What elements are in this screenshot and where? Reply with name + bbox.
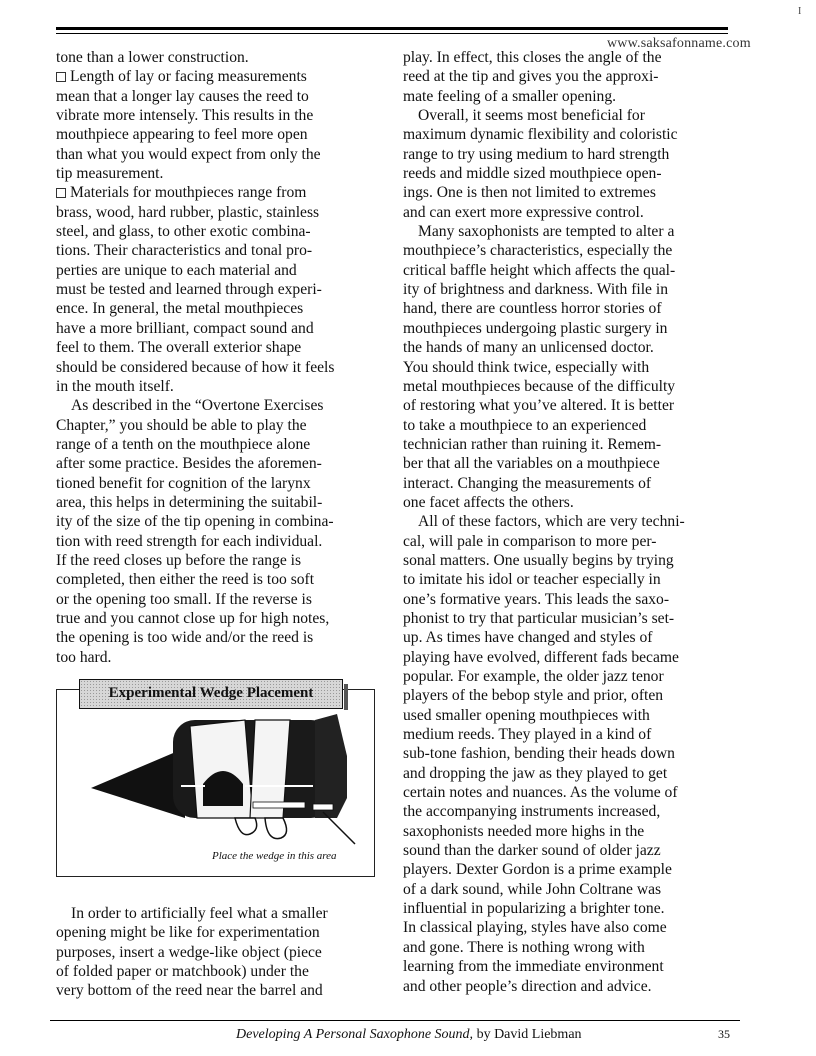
checkbox-bullet-icon: [56, 72, 66, 82]
text-line-content: and can exert more expressive control.: [403, 203, 644, 221]
text-line-content: As described in the “Overtone Exercises: [71, 397, 324, 415]
text-line-content: interact. Changing the measurements of: [403, 474, 652, 492]
text-line-content: should be considered because of how it feels: [56, 358, 335, 376]
text-line: [403, 106, 733, 125]
text-line-content: completed, then either the reed is too soft: [56, 571, 315, 589]
text-line: [56, 125, 382, 144]
text-line: [56, 532, 382, 551]
text-line: [403, 164, 733, 183]
text-line: [56, 319, 382, 338]
text-line: [56, 203, 382, 222]
text-line-content: too hard.: [56, 648, 112, 666]
text-line: [403, 261, 733, 280]
text-line-content: perties are unique to each material and: [56, 261, 297, 279]
text-line: [56, 338, 382, 357]
text-line: [56, 628, 382, 647]
text-line: [56, 454, 382, 473]
text-line-content: cal, will pale in comparison to more per-: [403, 532, 657, 550]
mouthpiece-end-shape: [315, 714, 347, 818]
text-line: [403, 299, 733, 318]
text-line: [403, 435, 733, 454]
text-line-content: purposes, insert a wedge-like object (piece: [56, 943, 322, 961]
figure-box: [56, 685, 375, 877]
text-line: [403, 764, 733, 783]
text-line: [403, 358, 733, 377]
mouthpiece-tip-shape: [91, 748, 185, 818]
text-line: [56, 512, 382, 531]
text-line-content: feel to them. The overall exterior shape: [56, 339, 302, 357]
text-line-content: have a more brilliant, compact sound and: [56, 319, 314, 337]
text-line: [403, 609, 733, 628]
text-line-content: certain notes and nuances. As the volume of: [403, 784, 678, 802]
text-line: [403, 319, 733, 338]
wedge-pointer-line: [323, 812, 355, 844]
text-line: [403, 686, 733, 705]
text-line: [403, 841, 733, 860]
text-line-content: tioned benefit for cognition of the larynx: [56, 474, 311, 492]
text-line: [56, 67, 382, 86]
text-line-content: Overall, it seems most beneficial for: [418, 107, 645, 125]
text-line: [403, 822, 733, 841]
text-line-content: In order to artificially feel what a smaller: [71, 905, 328, 922]
text-line-content: and other people’s direction and advice.: [403, 977, 652, 995]
text-line: [56, 962, 382, 981]
text-line-content: range of a tenth on the mouthpiece alone: [56, 435, 311, 453]
text-line: [56, 416, 382, 435]
text-line: [56, 358, 382, 377]
text-line-content: of a dark sound, while John Coltrane was: [403, 880, 662, 898]
text-line: [56, 183, 382, 202]
text-line: [56, 48, 382, 67]
text-line: [403, 145, 733, 164]
screw-knob-shape: [235, 818, 257, 835]
text-line: [56, 299, 382, 318]
ligature-band-shape: [253, 802, 305, 808]
text-line: [56, 396, 382, 415]
text-line: [56, 241, 382, 260]
text-line-content: steel, and glass, to other exotic combina-: [56, 223, 311, 241]
text-line-content: technician rather than ruining it. Remem-: [403, 435, 662, 453]
text-line-content: reeds and middle sized mouthpiece open-: [403, 165, 662, 183]
text-line: [56, 145, 382, 164]
text-line-content: up. As times have changed and styles of: [403, 629, 653, 647]
mouthpiece-illustration: [85, 706, 365, 851]
figure-title: Experimental Wedge Placement: [79, 679, 343, 709]
text-line-content: sonal matters. One usually begins by trying: [403, 551, 674, 569]
text-line: [56, 923, 382, 942]
text-line: [403, 416, 733, 435]
text-line-content: metal mouthpieces because of the difficulty: [403, 377, 676, 395]
text-line-content: learning from the immediate environment: [403, 958, 664, 976]
text-line-content: players of the bebop style and prior, often: [403, 687, 664, 705]
text-line-content: and dropping the jaw as they played to get: [403, 764, 668, 782]
text-line: [403, 241, 733, 260]
text-line: [403, 938, 733, 957]
left-bottom-paragraph: [56, 904, 382, 1001]
text-line: [403, 744, 733, 763]
text-line: [403, 125, 733, 144]
text-line-content: mouthpieces undergoing plastic surgery in: [403, 319, 668, 337]
text-line-content: true and you cannot close up for high notes,: [56, 609, 330, 627]
text-line-content: playing have evolved, different fads became: [403, 648, 679, 666]
text-line: [56, 493, 382, 512]
text-line: [56, 164, 382, 183]
text-line: [403, 648, 733, 667]
text-line-content: area, this helps in determining the suitabil-: [56, 493, 323, 511]
text-line-content: phonist to try that particular musician’s set-: [403, 609, 675, 627]
text-line-content: the hands of many an unlicensed doctor.: [403, 339, 654, 357]
author: by David Liebman: [476, 1027, 582, 1042]
text-line-content: mouthpiece’s characteristics, especially the: [403, 242, 673, 260]
text-line: [56, 590, 382, 609]
text-line-content: In classical playing, styles have also come: [403, 919, 667, 937]
text-line: [403, 377, 733, 396]
top-rule-thin: [56, 33, 728, 34]
text-line: [403, 474, 733, 493]
text-line-content: one facet affects the others.: [403, 493, 574, 511]
text-line: [403, 532, 733, 551]
text-line-content: critical baffle height which affects the qual-: [403, 261, 676, 279]
text-line: [56, 474, 382, 493]
text-line: [403, 725, 733, 744]
text-line: [403, 706, 733, 725]
text-line-content: ence. In general, the metal mouthpieces: [56, 300, 304, 318]
text-line-content: Chapter,” you should be able to play the: [56, 416, 307, 434]
text-line: [403, 338, 733, 357]
text-line-content: range to try using medium to hard strength: [403, 145, 670, 163]
text-line-content: of folded paper or matchbook) under the: [56, 963, 309, 981]
text-line-content: one’s formative years. This leads the saxo-: [403, 590, 670, 608]
text-line-content: If the reed closes up before the range is: [56, 551, 302, 569]
text-line: [403, 87, 733, 106]
text-line-content: Many saxophonists are tempted to alter a: [418, 223, 675, 241]
text-line: [403, 183, 733, 202]
text-line-content: hand, there are countless horror stories of: [403, 300, 662, 318]
text-line-content: popular. For example, the older jazz tenor: [403, 668, 664, 685]
text-line-content: vibrate more intensely. This results in the: [56, 107, 314, 125]
text-line-content: ity of the size of the tip opening in combina-: [56, 513, 334, 531]
text-line: [403, 280, 733, 299]
text-line-content: the accompanying instruments increased,: [403, 803, 661, 821]
text-line: [403, 551, 733, 570]
text-line-content: after some practice. Besides the aforemen-: [56, 455, 322, 473]
screw-knob-shape-2: [265, 818, 287, 839]
text-line-content: players. Dexter Gordon is a prime example: [403, 861, 672, 879]
text-line: [56, 904, 382, 923]
text-line-content: to take a mouthpiece to an experienced: [403, 416, 647, 434]
book-title: Developing A Personal Saxophone Sound,: [236, 1027, 474, 1042]
text-line: [56, 261, 382, 280]
text-line-content: influential in popularizing a brighter tone.: [403, 900, 665, 918]
text-line-content: medium reeds. They played in a kind of: [403, 726, 652, 744]
bottom-rule: [50, 1020, 740, 1021]
text-line-content: or the opening too small. If the reverse is: [56, 590, 312, 608]
top-rule: [56, 27, 728, 30]
text-line-content: saxophonists needed more highs in the: [403, 822, 645, 840]
text-line: [403, 899, 733, 918]
ligature-band-shape-2: [313, 804, 333, 810]
text-line-content: and gone. There is nothing wrong with: [403, 938, 645, 956]
text-line: [403, 880, 733, 899]
text-line: [403, 802, 733, 821]
text-line-content: ber that all the variables on a mouthpiece: [403, 455, 660, 473]
text-line-content: in the mouth itself.: [56, 377, 174, 395]
text-line: [403, 667, 733, 686]
text-line: [403, 590, 733, 609]
text-line-content: You should think twice, especially with: [403, 358, 650, 376]
text-line: [56, 570, 382, 589]
text-line-content: used smaller opening mouthpieces with: [403, 706, 650, 724]
text-line: [403, 783, 733, 802]
text-line: [403, 222, 733, 241]
text-line: [403, 203, 733, 222]
right-column: [403, 48, 733, 996]
text-line: [403, 454, 733, 473]
text-line-content: Materials for mouthpieces range from: [70, 184, 307, 202]
footer-credit: [236, 1027, 582, 1043]
text-line-content: mean that a longer lay causes the reed to: [56, 87, 309, 105]
text-line-content: tions. Their characteristics and tonal pro-: [56, 242, 313, 260]
text-line-content: than what you would expect from only the: [56, 145, 321, 163]
text-line: [56, 609, 382, 628]
text-line: [403, 860, 733, 879]
text-line-content: tip measurement.: [56, 165, 164, 183]
text-line-content: very bottom of the reed near the barrel and: [56, 982, 323, 1000]
text-line-content: ity of brightness and darkness. With file in: [403, 281, 669, 299]
text-line-content: mate feeling of a smaller opening.: [403, 87, 617, 105]
text-line-content: tone than a lower construction.: [56, 49, 249, 66]
text-line: [403, 977, 733, 996]
text-line-content: opening might be like for experimentation: [56, 924, 320, 942]
text-line: [56, 435, 382, 454]
text-line-content: mouthpiece appearing to feel more open: [56, 126, 308, 144]
text-line-content: the opening is too wide and/or the reed is: [56, 629, 314, 647]
text-line: [403, 48, 733, 67]
text-line: [56, 222, 382, 241]
text-line: [56, 648, 382, 667]
text-line: [403, 493, 733, 512]
text-line: [403, 570, 733, 589]
text-line: [403, 396, 733, 415]
text-line-content: play. In effect, this closes the angle of the: [403, 49, 662, 66]
text-line-content: maximum dynamic flexibility and coloristic: [403, 126, 678, 144]
text-line: [403, 628, 733, 647]
corner-mark: I: [798, 6, 802, 17]
text-line-content: brass, wood, hard rubber, plastic, stainless: [56, 203, 320, 221]
watermark: www.saksafonname.com: [607, 36, 751, 51]
text-line: [403, 918, 733, 937]
text-line-content: tion with reed strength for each individual.: [56, 532, 323, 550]
text-line: [56, 280, 382, 299]
text-line: [403, 512, 733, 531]
text-line-content: ings. One is then not limited to extremes: [403, 184, 656, 202]
text-line: [56, 106, 382, 125]
text-line: [403, 67, 733, 86]
text-line: [56, 87, 382, 106]
text-line-content: must be tested and learned through experi-: [56, 281, 322, 299]
text-line-content: to imitate his idol or teacher especially in: [403, 571, 661, 589]
text-line: [56, 377, 382, 396]
text-line-content: sound than the darker sound of older jazz: [403, 842, 661, 860]
text-line: [56, 981, 382, 1000]
page-number: 35: [718, 1027, 730, 1041]
text-line: [403, 957, 733, 976]
text-line-content: of restoring what you’ve altered. It is better: [403, 397, 675, 415]
figure-caption: Place the wedge in this area: [212, 850, 337, 862]
left-column: [56, 48, 382, 667]
text-line-content: sub-tone fashion, bending their heads down: [403, 745, 675, 763]
text-line-content: All of these factors, which are very techni-: [418, 513, 685, 531]
text-line: [56, 943, 382, 962]
text-line-content: reed at the tip and gives you the approxi-: [403, 68, 659, 86]
text-line: [56, 551, 382, 570]
checkbox-bullet-icon: [56, 188, 66, 198]
text-line-content: Length of lay or facing measurements: [70, 68, 307, 86]
